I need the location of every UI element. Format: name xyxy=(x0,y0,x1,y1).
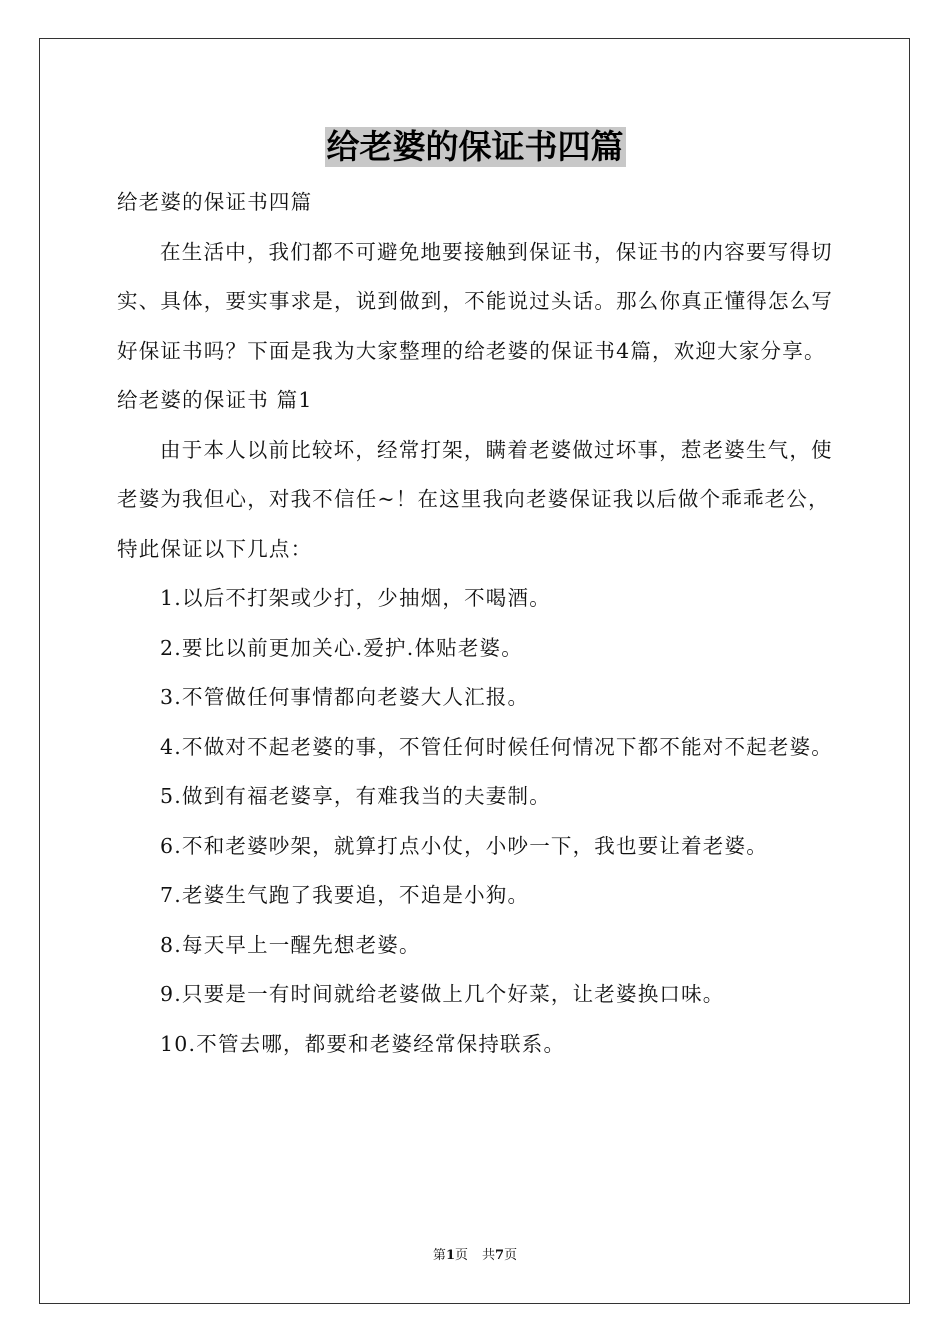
page-number xyxy=(433,1248,468,1263)
total-prefix: 共 xyxy=(482,1248,496,1263)
paragraph: 由于本人以前比较坏，经常打架，瞒着老婆做过坏事，惹老婆生气，使老婆为我但心，对我不信任~！在这里我向老婆保证我以后做个乖乖老公，特此保证以下几点： xyxy=(117,437,833,561)
list-item: 10.不管去哪，都要和老婆经常保持联系。 xyxy=(160,1031,566,1056)
paragraph: 给老婆的保证书四篇 xyxy=(117,190,313,214)
section-heading: 给老婆的保证书 篇1 xyxy=(117,388,313,412)
paragraph: 在生活中，我们都不可避免地要接触到保证书，保证书的内容要写得切实、具体，要实事求是，说到做到，不能说过头话。那么你真正懂得怎么写好保证书吗？下面是我为大家整理的给老婆的保证书4篇，欢迎大家分享。 xyxy=(117,239,834,363)
list-item: 7.老婆生气跑了我要追，不追是小狗。 xyxy=(160,883,530,907)
total-suffix: 页 xyxy=(504,1248,518,1263)
list-item: 1.以后不打架或少打，少抽烟，不喝酒。 xyxy=(160,586,551,610)
list-item: 9.只要是一有时间就给老婆做上几个好菜，让老婆换口味。 xyxy=(160,982,725,1006)
page-footer xyxy=(0,1247,950,1265)
document-body xyxy=(117,178,835,1069)
list-item: 3.不管做任何事情都向老婆大人汇报。 xyxy=(160,685,530,709)
page-suffix: 页 xyxy=(454,1248,468,1263)
title-area xyxy=(0,127,950,167)
page-total xyxy=(482,1248,517,1263)
page-prefix: 第 xyxy=(432,1248,446,1263)
document-title: 给老婆的保证书四篇 xyxy=(326,127,624,166)
total-count: 7 xyxy=(495,1248,505,1263)
list-item: 6.不和老婆吵架，就算打点小仗，小吵一下，我也要让着老婆。 xyxy=(160,833,768,858)
list-item: 2.要比以前更加关心.爱护.体贴老婆。 xyxy=(160,635,523,660)
list-item: 8.每天早上一醒先想老婆。 xyxy=(160,932,421,957)
list-item: 4.不做对不起老婆的事，不管任何时候任何情况下都不能对不起老婆。 xyxy=(160,734,834,759)
list-item: 5.做到有福老婆享，有难我当的夫妻制。 xyxy=(160,784,551,808)
page-current: 1 xyxy=(445,1248,455,1263)
